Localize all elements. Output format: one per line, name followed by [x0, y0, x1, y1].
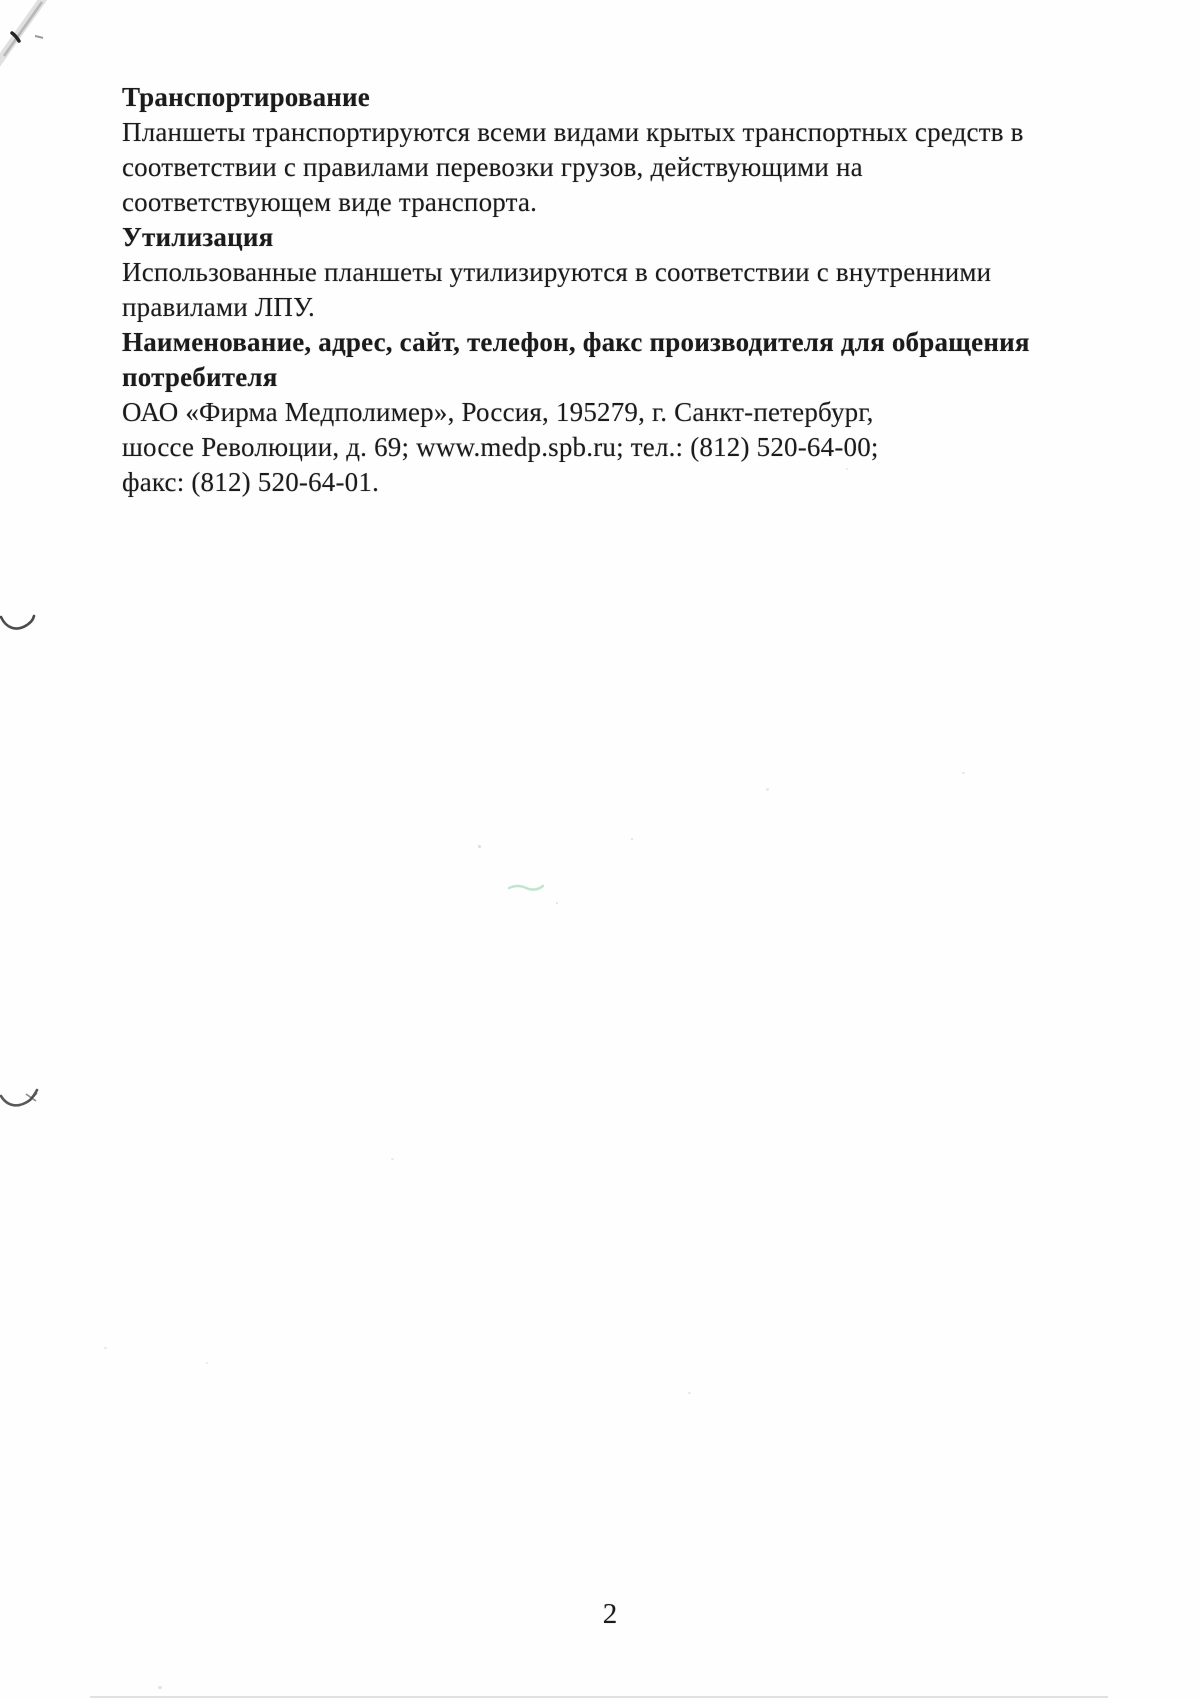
margin-pen-mark-lower — [0, 1078, 60, 1126]
scan-speck — [962, 772, 965, 774]
scan-speck — [688, 1392, 691, 1394]
scan-speck — [391, 1158, 394, 1160]
scan-speck — [631, 838, 633, 840]
scan-fold-artifact — [0, 0, 90, 100]
transportation-text-line: Планшеты транспортируются всеми видами крытых транспортных средств в — [122, 117, 1024, 147]
document-body — [122, 80, 1030, 500]
scan-edge-artifact — [90, 1696, 1108, 1698]
scan-speck — [478, 845, 481, 848]
green-smudge-artifact — [508, 882, 544, 894]
heading-manufacturer-contacts-cont: потребителя — [122, 362, 278, 392]
scan-speck — [556, 902, 558, 904]
manufacturer-address-line: факс: (812) 520-64-01. — [122, 467, 380, 497]
heading-disposal: Утилизация — [122, 222, 274, 252]
margin-pen-mark-upper — [0, 605, 55, 647]
transportation-text-line: соответствии с правилами перевозки грузов, действующими на — [122, 152, 863, 182]
scan-speck — [766, 788, 769, 791]
disposal-text-line: правилами ЛПУ. — [122, 292, 315, 322]
transportation-text-line: соответствующем виде транспорта. — [122, 187, 538, 217]
scan-speck — [104, 1347, 107, 1349]
manufacturer-address-line: шоссе Революции, д. 69; www.medp.spb.ru; тел.: (812) 520-64-00; — [122, 432, 879, 462]
heading-transportation: Транспортирование — [122, 82, 370, 112]
page-number: 2 — [602, 1598, 618, 1630]
disposal-text-line: Использованные планшеты утилизируются в соответствии с внутренними — [122, 257, 992, 287]
manufacturer-address-line: ОАО «Фирма Медполимер», Россия, 195279, г. Санкт-петербург, — [122, 397, 874, 427]
heading-manufacturer-contacts: Наименование, адрес, сайт, телефон, факс производителя для обращения — [122, 327, 1030, 357]
scan-speck — [206, 1362, 208, 1364]
scan-speck — [158, 1686, 162, 1689]
